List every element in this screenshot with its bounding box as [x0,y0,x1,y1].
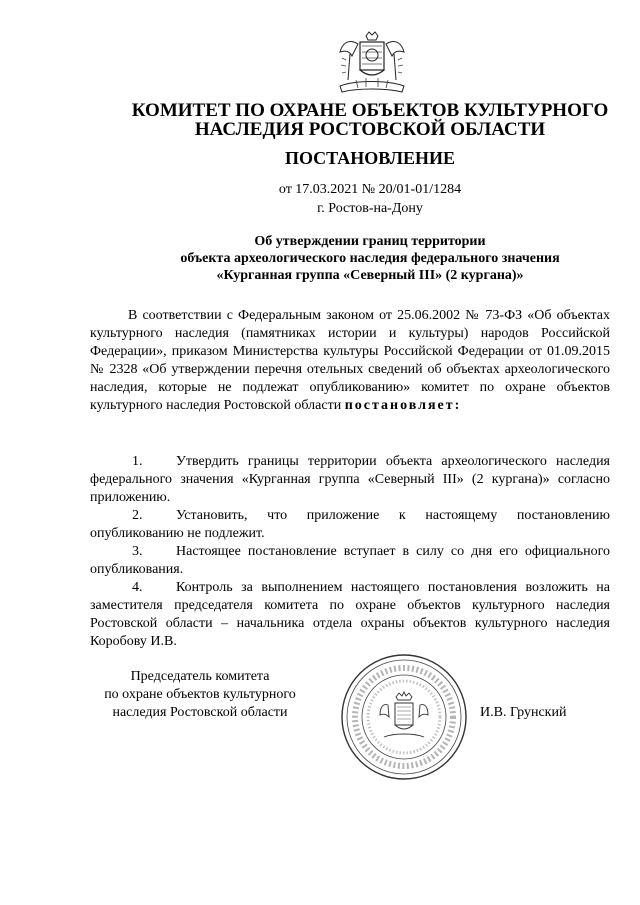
item-text: Настоящее постановление вступает в силу со дня его официального опубликования. [90,544,610,577]
organization-name-line: КОМИТЕТ ПО ОХРАНЕ ОБЪЕКТОВ КУЛЬТУРНОГО [131,100,609,121]
item-number: 2. [132,508,143,523]
subject-line: объекта археологического наследия федерального значения [180,251,560,266]
official-seal-icon [340,653,468,781]
document-meta [100,180,640,218]
subject-line: «Курганная группа «Северный III» (2 кургана)» [216,268,524,283]
resolution-item [90,507,610,543]
item-number: 3. [132,544,143,559]
preamble-keyword: постановляет: [344,398,462,413]
signatory-title-line: Председатель комитета [130,669,270,684]
preamble [90,307,610,415]
item-number: 4. [132,580,143,595]
subject-line: Об утверждении границ территории [254,234,486,249]
resolution-items [90,453,610,651]
item-number: 1. [132,454,143,469]
preamble-text: В соответствии с Федеральным законом от 25.06.2002 № 73-ФЗ «Об объектах культурного наследия (памятниках истории и культуры) народов Российской Федерации», приказом Министерства культуры Российской Федерации от 01.09.2015 № 2328 «Об утверждении перечня отельных сведений об объектах археологического наследия, которые не подлежат опубликованию» комитет по охране объектов культурного наследия Ростовской области [90,308,610,413]
signatory-title-line: по охране объектов культурного [104,687,296,702]
organization-name [100,101,640,139]
resolution-item [90,543,610,579]
signatory-name: И.В. Грунский [480,705,567,720]
organization-name-line: НАСЛЕДИЯ РОСТОВСКОЙ ОБЛАСТИ [194,119,546,140]
signatory-title-line: наследия Ростовской области [112,705,288,720]
document-city: г. Ростов-на-Дону [317,201,423,216]
item-text: Контроль за выполнением настоящего постановления возложить на заместителя председателя комитета по охране объектов культурного наследия Ростовской области – начальника отдела охраны объектов культурного наследия Коробову И.В. [90,580,610,649]
resolution-item [90,453,610,507]
document-type: ПОСТАНОВЛЕНИЕ [284,148,456,168]
signatory-title [80,668,320,722]
resolution-item [90,579,610,651]
item-text: Утвердить границы территории объекта археологического наследия федерального значения «Курганная группа «Северный III» (2 кургана)» согласно приложению. [90,454,610,505]
document-number-date: от 17.03.2021 № 20/01-01/1284 [278,182,462,197]
coat-of-arms-icon [336,30,408,96]
preamble-paragraph [90,307,610,415]
document-subject [100,233,640,284]
item-text: Установить, что приложение к настоящему постановлению опубликованию не подлежит. [90,508,610,541]
